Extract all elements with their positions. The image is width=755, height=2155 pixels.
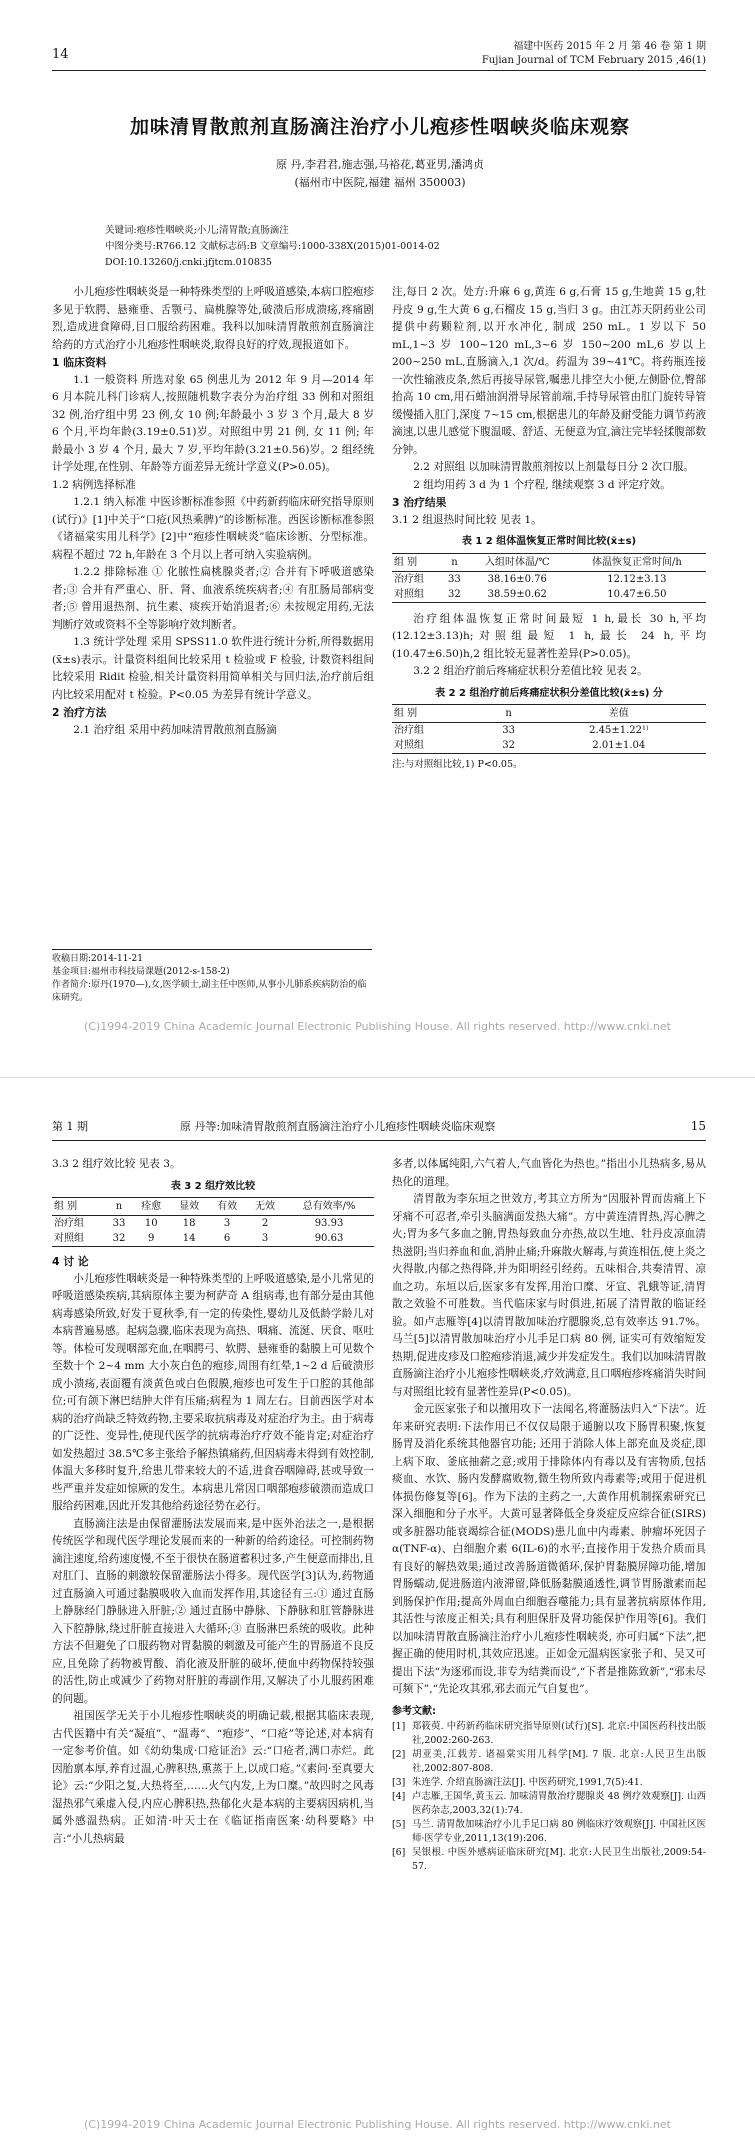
column-header: 显效 — [170, 1198, 208, 1216]
paragraph: 直肠滴注法是由保留灌肠法发展而来,是中医外治法之一,是根据传统医学和现代医学理论发展而来的一种新的给药途径。可控制药物滴注速度,给药速度慢,不至于很快在肠道蓄积过多,产生便意而排出,且对肛门、直肠的刺激较保留灌肠法小得多。现代医学[3]认为,药物通过直肠滴入可通过黏膜吸收入血而发挥作用,其途径有三:① 通过直肠上静脉经门静脉进入肝脏;② 通过直肠中静脉、下静脉和肛管静脉进入下腔静脉,绕过肝脏直接进入大循环;③ 直肠淋巴系统的吸收。此种方法不但避免了口服药物对胃黏膜的刺激及可能产生的胃肠道不良反应,且免除了药物被胃酸、消化液及肝脏的破坏,使血中药物保持较强的活性,防止或减少了药物对肝脏的毒副作用,又解决了小儿服药困难的问题。 — [52, 1517, 374, 1705]
reference-number: [5] — [392, 1819, 406, 1830]
paragraph: 3.2 2 组治疗前后疼痛症状积分差值比较 见表 2。 — [413, 665, 648, 677]
reference-item — [392, 1748, 706, 1776]
reference-number: [6] — [392, 1847, 406, 1858]
reference-number: [2] — [392, 1749, 406, 1760]
table-cell: 3 — [223, 1218, 231, 1229]
table-cell: 2 — [261, 1218, 269, 1229]
column-header: 组 别 — [392, 553, 442, 571]
table-cell: 3 — [261, 1233, 269, 1244]
table-cell: 治疗组 — [394, 573, 424, 585]
paragraph: 多者,以体属纯阳,六气着人,气血皆化为热也。”指出小儿热病多,易从热化的道理。 — [392, 1158, 706, 1188]
table-cell: 33 — [448, 573, 461, 585]
article-title: 加味清胃散煎剂直肠滴注治疗小儿疱疹性咽峡炎临床观察 — [129, 116, 630, 138]
section-heading: 1 临床资料 — [52, 356, 107, 369]
footnote-received: 收稿日期:2014-11-21 — [52, 954, 143, 964]
footnote — [52, 949, 372, 1005]
references-title: 参考文献: — [392, 1705, 436, 1717]
paragraph: 2.2 对照组 以加味清胃散煎剂按以上剂量每日分 2 次口服。 — [413, 461, 694, 473]
table-3 — [52, 1197, 374, 1247]
paragraph: 3.3 2 组疗效比较 见表 3。 — [52, 1158, 181, 1170]
column-header: 组 别 — [392, 705, 486, 723]
right-column — [392, 1156, 706, 1874]
reference-text: 胡亚美,江载芳. 诸福棠实用儿科学[M]. 7 版. 北京:人民卫生出版社,2002:807-808. — [412, 1749, 706, 1774]
reference-item — [392, 1790, 706, 1818]
column-header: n — [106, 1198, 132, 1216]
column-header: 差值 — [532, 705, 706, 723]
copyright-notice: (C)1994-2019 China Academic Journal Electronic Publishing House. All rights reserved. http://www.cnki.net — [84, 2118, 671, 2131]
page-number: 15 — [690, 1119, 706, 1133]
table-row — [392, 571, 706, 587]
keywords: 关键词:疱疹性咽峡炎;小儿;清胃散;直肠滴注 — [105, 225, 289, 236]
footnote-fund: 基金项目:福州市科技局课题(2012-s-158-2) — [52, 967, 230, 977]
reference-item — [392, 1846, 706, 1874]
paragraph: 清胃散为李东垣之世效方,考其立方所为“因服补胃而齿痛上下牙痛不可忍者,牵引头脑满面发热大痛”。方中黄连清胃热,泻心脾之火;胃为多气多血之腑,胃热每致血分亦热,故以生地、牡丹皮凉血清热滋阴;当归养血和血,消肿止痛;升麻散火解毒,与黄连相伍,使上炎之火得散,内郁之热得降,并为阳明经引经药。五味相合,共奏清胃、凉血之功。东垣以后,医家多有发挥,用治口糜、牙宣、乳蛾等证,清胃散之效验不可胜数。当代临床家与时俱进,拓展了清胃散的临证经验。如卢志雁等[4]以清胃散加味治疗腮腺炎,总有效率达 91.7%。马兰[5]以清胃散加味治疗小儿手足口病 80 例, 证实可有效缩短发热期,促进皮疹及口腔疱疹消退,减少并发症发生。我们以加味清胃散直肠滴注治疗小儿疱疹性咽峡炎,疗效满意,且口咽疱疹疼痛消失时间与对照组比较有显著性差异(P<0.05)。 — [392, 1193, 706, 1398]
page-2 — [0, 1077, 755, 2155]
paragraph: 1.2 病例选择标准 — [52, 478, 136, 491]
table-cell: 32 — [502, 740, 515, 751]
paragraph: 3.1 2 组退热时间比较 见表 1。 — [392, 513, 542, 526]
section-heading: 2 治疗方法 — [52, 706, 107, 719]
table-cell: 12.12±3.13 — [607, 573, 667, 585]
paragraph: 1.2.1 纳入标准 中医诊断标准参照《中药新药临床研究指导原则(试行)》[1]中关于“口疮(风热乘脾)”的诊断标准。西医诊断标准参照《诸福棠实用儿科学》[2]中“疱疹性咽峡炎”临床诊断、分型标准。病程不超过 72 h,年龄在 3 个月以上者可纳入实验病例。 — [52, 496, 374, 561]
paragraph: 小儿疱疹性咽峡炎是一种特殊类型的上呼吸道感染,本病口腔疱疹多见于软腭、悬雍垂、舌颚弓、扁桃腺等处,破溃后形成溃疡,疼痛剧烈,造成进食障碍,目口服给药困难。我科以加味清胃散煎剂直肠滴注给药的方式治疗小儿疱疹性咽峡炎,取得良好的疗效,现报道如下。 — [52, 286, 374, 351]
paragraph: 1.1 一般资料 所选对象 65 例患儿为 2012 年 9 月—2014 年 6 月本院儿科门诊病人,按照随机数字表分为治疗组 33 例和对照组 32 例,治疗组中男 23 例,女 10 例;年龄最小 3 岁 3 个月,最大 8 岁 6 个月,平均年龄(3.19±0.51)岁。对照组中男 21 例, 女 11 例; 年龄最小 3 岁 4 个月, 最大 7 岁,平均年龄(3.21±0.56)岁。2 组经统计学处理,在性别、年龄等方面差异无统计学意义(P>0.05)。 — [52, 373, 374, 473]
table-cell: 9 — [148, 1233, 155, 1244]
paragraph: 小儿疱疹性咽峡炎是一种特殊类型的上呼吸道感染,是小儿常见的呼吸道感染疾病,其病原体主要为柯萨奇 A 组病毒,也有部分是由其他病毒感染所致,好发于夏秋季,有一定的传染性,婴幼儿及低龄学龄儿对本病普遍易感。起病急骤,临床表现为高热、咽痛、流涎、厌食、呕吐等。体检可发现咽部充血,在咽腭弓、软腭、悬雍垂的黏膜上可见数个至数十个 2~4 mm 大小灰白色的疱疹,周围有红晕,1~2 d 后破溃形成小溃疡,表面覆有淡黄色或白色假膜,疱疹也可发生于口腔的其他部位;可有颌下淋巴结肿大伴有压痛;病程为 1 周左右。目前西医学对本病的治疗尚缺乏特效药物,主要采取抗病毒及对症治疗为主。由于病毒的广泛性、变异性,使现代医学的抗病毒治疗疗效不能肯定;对症治疗如发热超过 38.5℃多主张给予解热镇痛药,但因病毒未得到有效控制,体温大多移时复升,给患儿带来较大的不适,进食吞咽障碍,甚或导致一些严重并发症如惊厥的发生。本病患儿常因口咽部疱疹破溃而造成口服给药困难,因此开发其他给药途径势在必行。 — [52, 1272, 374, 1512]
right-column — [392, 284, 706, 774]
left-column — [52, 1156, 374, 1848]
column-header: n — [442, 553, 467, 571]
table1-caption: 表 1 2 组体温恢复正常时间比较(x̄±s) — [461, 536, 637, 547]
column-header: 痊愈 — [132, 1198, 170, 1216]
table-cell: 32 — [448, 588, 461, 600]
column-header: 入组时体温/℃ — [467, 553, 568, 571]
table-cell: 38.16±0.76 — [487, 573, 547, 585]
paragraph: 祖国医学无关于小儿疱疹性咽峡炎的明确记载,根据其临床表现,古代医籍中有关“凝疽”、“温毒”、“疱疹”、“口疮”等论述,对本病有一定参考价值。如《幼幼集成·口疮证治》云:“口疮者,满口赤烂。此因胎禀本厚,养育过温,心脾积热,熏蒸于上,以成口疮。”《素问·至真要大论》云:“少阳之复,大热将至,……火气内发,上为口糜。”故四时之风毒湿热邪气乘虚入侵,内应心脾积热,热郁化火是本病的主要病因病机,当属外感温热病。正如清·叶天士在《临证指南医案·幼科要略》中言:“小儿热病最 — [52, 1710, 374, 1845]
reference-item — [392, 1720, 706, 1748]
reference-text: 卢志雁,王国华,黄玉云. 加味清胃散治疗腮腺炎 48 例疗效观察[J]. 山西医药杂志,2003,32(1):74. — [412, 1791, 706, 1816]
table-cell: 18 — [182, 1218, 196, 1229]
authors: 原 丹,李君君,施志强,马裕花,葛亚男,潘鸿贞 — [276, 158, 484, 171]
running-title: 原 丹等:加味清胃散煎剂直肠滴注治疗小儿疱疹性咽峡炎临床观察 — [180, 1120, 496, 1133]
table-cell: 33 — [112, 1218, 126, 1229]
journal-header-cn: 福建中医药 2015 年 2 月 第 46 卷 第 1 期 — [513, 41, 706, 52]
table-cell: 对照组 — [54, 1233, 84, 1244]
table-row — [392, 738, 706, 754]
paragraph: 1.3 统计学处理 采用 SPSS11.0 软件进行统计分析,所得数据用(x̄±s)表示。计量资料组间比较采用 t 检验或 F 检验, 计数资料组间比较采用 Ridit 检验,相关计量资料用简单相关与回归法,治疗前后组内比较采用配对 t 检验。P<0.05 为差异有统计学意义。 — [52, 636, 374, 701]
table-1 — [392, 553, 706, 603]
reference-text: 马兰. 清胃散加味治疗小儿手足口病 80 例临床疗效观察[J]. 中国社区医师·医学专业,2011,13(19):206. — [412, 1819, 707, 1844]
table-2 — [392, 704, 706, 754]
section-heading: 4 讨 论 — [52, 1255, 89, 1268]
table-row — [52, 1216, 374, 1232]
references — [392, 1720, 706, 1874]
reference-number: [1] — [392, 1721, 406, 1732]
journal-header-en: Fujian Journal of TCM February 2015 ,46(1) — [481, 55, 706, 66]
paragraph: 治疗组体温恢复正常时间最短 1 h,最长 30 h,平均(12.12±3.13)h;对照组最短 1 h,最长 24 h,平均(10.47±6.50)h,2 组比较无显著性差异(P>0.05)。 — [392, 612, 706, 660]
reference-text: 吴银根. 中医外感病证临床研究[M]. 北京:人民卫生出版社,2009:54-57. — [412, 1847, 706, 1872]
section-heading: 3 治疗结果 — [392, 496, 447, 509]
table-cell: 2.45±1.22¹⁾ — [589, 725, 649, 736]
left-column — [52, 284, 374, 739]
table-row — [392, 723, 706, 739]
page-1 — [0, 0, 755, 1077]
affiliation: (福州市中医院,福建 福州 350003) — [294, 176, 466, 189]
reference-item — [392, 1818, 706, 1846]
paragraph: 1.2.2 排除标准 ① 化脓性扁桃腺炎者;② 合并有下呼吸道感染者;③ 合并有严重心、肝、肾、血液系统疾病者;④ 有肛肠局部病变者;⑤ 曾用退热剂、抗生素、痰疾开始消退者;⑥ 未按规定用药,无法判断疗效或资料不全等影响疗效判断者。 — [52, 566, 374, 631]
table-cell: 对照组 — [394, 740, 424, 751]
column-header: 总有效率/% — [284, 1198, 374, 1216]
paragraph: 2 组均用药 3 d 为 1 个疗程, 继续观察 3 d 评定疗效。 — [413, 478, 671, 491]
header-rule — [52, 1140, 706, 1141]
column-header: 无效 — [246, 1198, 284, 1216]
table-cell: 治疗组 — [394, 725, 424, 736]
page-number: 14 — [52, 47, 69, 62]
header-rule — [52, 70, 706, 71]
table-cell: 治疗组 — [54, 1218, 84, 1229]
column-header: 组 别 — [52, 1198, 106, 1216]
footnote-author: 作者简介:原丹(1970—),女,医学硕士,副主任中医师,从事小儿肺系疾病防治的临床研究。 — [52, 980, 367, 1003]
table-row — [392, 587, 706, 603]
paragraph: 2.1 治疗组 采用中药加味清胃散煎剂直肠滴 — [73, 723, 277, 736]
column-header: 体温恢复正常时间/h — [568, 553, 706, 571]
copyright-notice: (C)1994-2019 China Academic Journal Electronic Publishing House. All rights reserved. http://www.cnki.net — [84, 1020, 671, 1033]
paragraph: 注,每日 2 次。处方:升麻 6 g,黄连 6 g,石膏 15 g,生地黄 15 g,牡丹皮 9 g,生大黄 6 g,石榴皮 15 g,当归 3 g。由江苏天阴药业公司提供中药颗粒剂,以开水冲化, 制成 250 mL。1 岁以下 50 mL,1~3 岁 100~120 mL,3~6 岁 150~200 mL,6 岁以上 200~250 mL,直肠滴入,1 次/d。药温为 39~41℃。将药瓶连接一次性输液皮条,然后再接导尿管,嘱患儿排空大小便,左侧卧位,臀部抬高 10 cm,用石蜡油润滑导尿管前端,手持导尿管由肛门旋转导管缓慢插入肛门,深度 7~15 cm,根据患儿的年龄及耐受能力调节药液滴速,以患儿感觉下腹温暖、舒适、无便意为宜,滴注完毕轻揉腹部数分钟。 — [392, 286, 706, 456]
table-cell: 90.63 — [314, 1233, 344, 1244]
doi: DOI:10.13260/j.cnki.jfjtcm.010835 — [105, 257, 272, 268]
classification: 中图分类号:R766.12 文献标志码:B 文章编号:1000-338X(2015)01-0014-02 — [105, 241, 440, 252]
reference-text: 朱连学. 介绍直肠滴注法[J]. 中医药研究,1991,7(5):41. — [412, 1777, 643, 1788]
table-row — [52, 1231, 374, 1247]
table-cell: 6 — [223, 1233, 231, 1244]
table-cell: 14 — [182, 1233, 196, 1244]
table-cell: 38.59±0.62 — [487, 588, 547, 600]
table-cell: 10.47±6.50 — [607, 588, 667, 600]
table-cell: 10 — [144, 1218, 158, 1229]
reference-text: 郑筱萸. 中药新药临床研究指导原则(试行)[S]. 北京:中国医药科技出版社,2002:260-263. — [412, 1721, 706, 1746]
table2-caption: 表 2 2 组治疗前后疼痛症状积分差值比较(x̄±s) 分 — [435, 687, 663, 699]
reference-number: [4] — [392, 1791, 406, 1802]
reference-number: [3] — [392, 1777, 406, 1788]
issue-label: 第 1 期 — [52, 1120, 88, 1133]
paragraph: 金元医家张子和以擅用攻下一法闻名,将灌肠法归入“下法”。近年来研究表明:下法作用已不仅仅局限于通腑以攻下肠胃积聚,恢复肠胃及消化系统其他器官功能; 还用于消除人体上部充血及炎症,即上病下取、釜底抽薪之意;或用于排除体内有毒以及有害物质,包括痰血、水饮、肠内发酵腐败物,微生物所致内毒素等;或用于促进机体损伤修复等[6]。作为下法的主药之一,大黄作用机制探索研究已深入细胞和分子水平。大黄可显著降低全身炎症反应综合征(SIRS)或多脏器功能衰竭综合征(MODS)患儿血中内毒素、肿瘤坏死因子 α(TNF-α)、白细胞介素 6(IL-6)的水平;直接作用于发热介质而具有良好的解热效果;通过改善肠道微循环,保护胃黏膜屏障功能,增加胃肠蠕动,促进肠道内液滞留,降低肠黏膜通透性,调节胃肠激素而起到肠保护作用;提高外周血白细胞吞噬能力;具有显著抗病原体作用,其活性与浓度正相关;具有利胆保肝及肾功能保护作用等[6]。我们以加味清胃散直肠滴注治疗小儿疱疹性咽峡炎, 亦可归属“下法”,把握正确的使用时机,其效应迅速。正如金元温病医家张子和、吴又可提出下法“为逐邪而设,非专为结粪而设”,“下者是推陈致新”,“邪未尽可频下”,“先论攻其邪,邪去而元气自复也”。 — [392, 1403, 706, 1695]
column-header: 有效 — [208, 1198, 246, 1216]
table-cell: 32 — [112, 1233, 126, 1244]
table3-caption: 表 3 2 组疗效比较 — [170, 1180, 256, 1192]
column-header: n — [486, 705, 532, 723]
table-cell: 2.01±1.04 — [592, 740, 646, 751]
table2-note: 注:与对照组比较,1) P<0.05。 — [392, 759, 523, 770]
reference-item — [392, 1776, 706, 1790]
table-cell: 33 — [502, 725, 515, 736]
table-cell: 对照组 — [394, 588, 424, 600]
table-cell: 93.93 — [314, 1218, 344, 1229]
